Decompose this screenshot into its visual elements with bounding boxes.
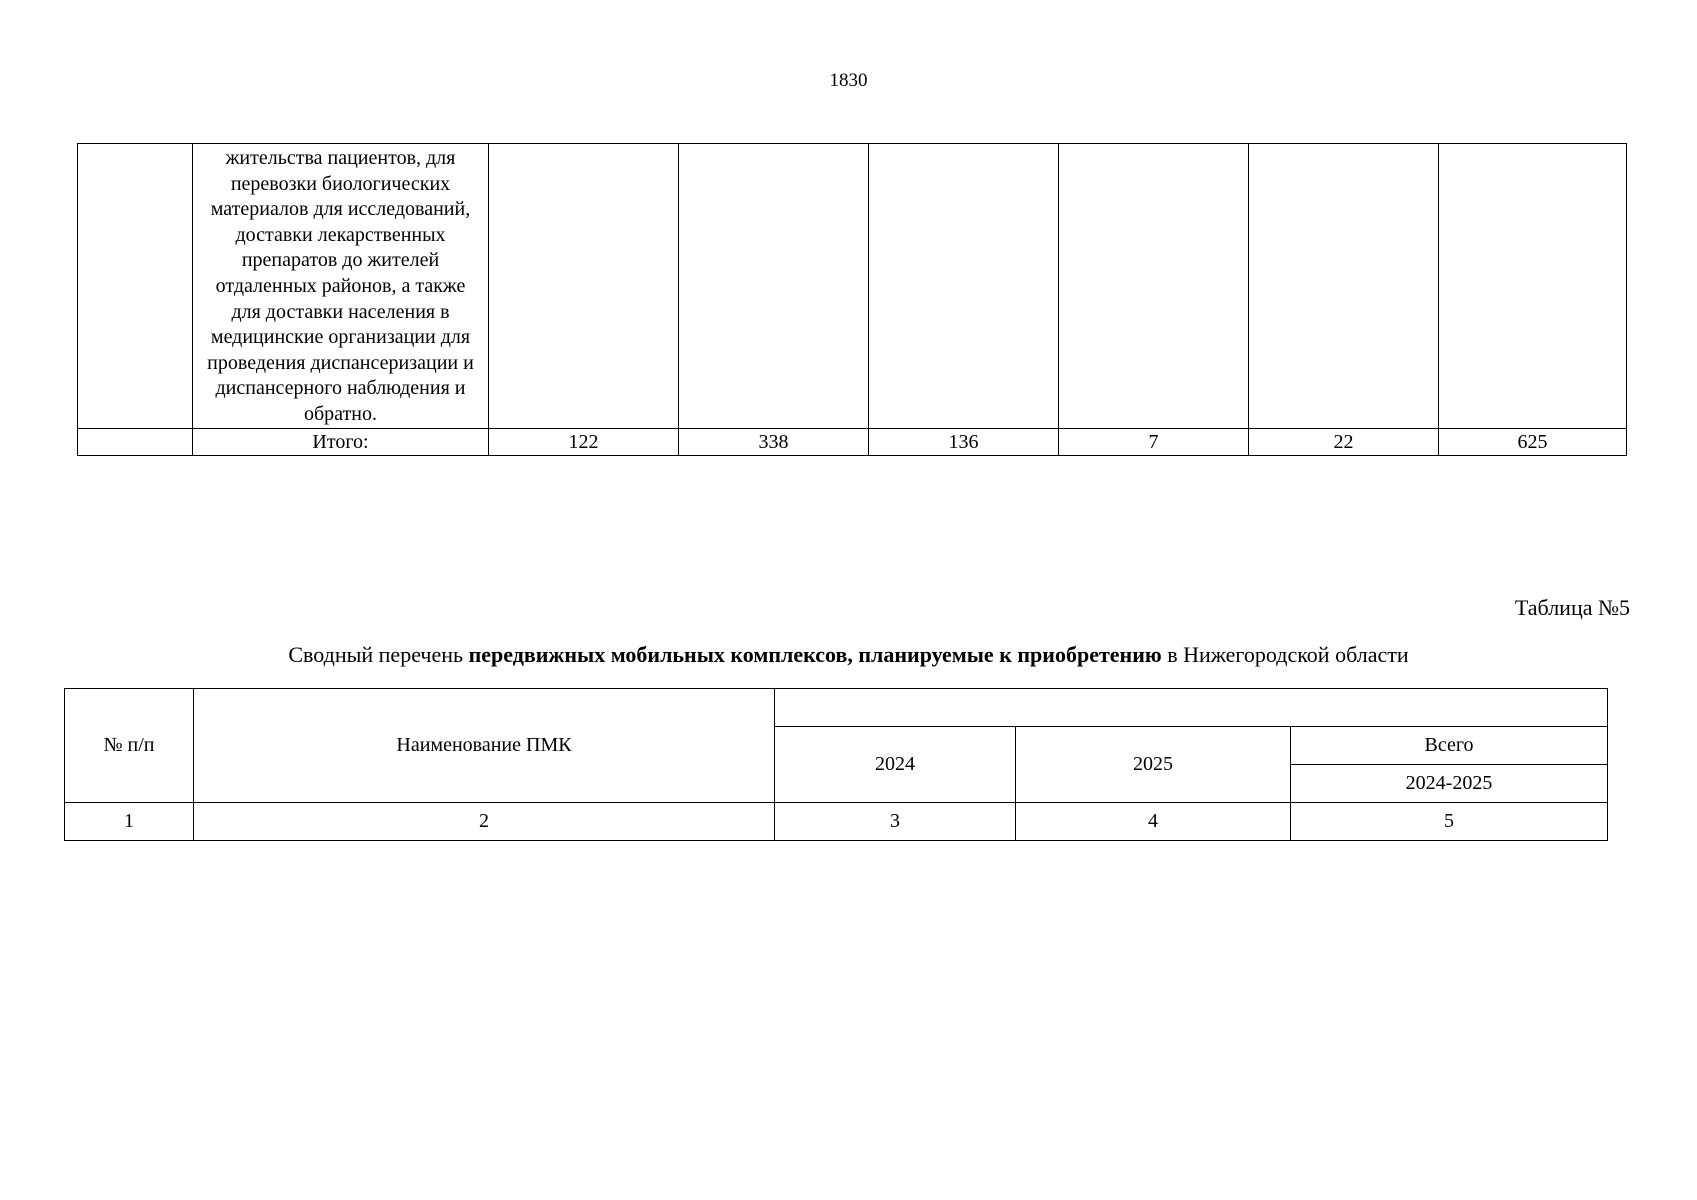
table-cell [679,144,869,429]
total-value: 7 [1059,428,1249,455]
title-prefix: Сводный перечень [288,642,469,667]
column-number: 3 [775,803,1016,841]
table-cell [1059,144,1249,429]
header-year-2024: 2024 [775,727,1016,803]
table-cell [78,428,193,455]
table-cell [869,144,1059,429]
top-table [77,143,1627,456]
table-cell [1439,144,1627,429]
table-title [0,642,1697,668]
column-number: 2 [194,803,775,841]
table-cell [1249,144,1439,429]
header-number: № п/п [65,689,194,803]
bottom-table [64,688,1608,841]
description-cell: жительства пациентов, для перевозки биологических материалов для исследований, доставки лекарственных препаратов до жителей отдаленных районов, а также для доставки населения в медицинские организации для проведения диспансеризации и диспансерного наблюдения и обратно. [193,144,489,429]
table-cell [489,144,679,429]
column-number-row [65,803,1608,841]
total-row [78,428,1627,455]
total-value: 136 [869,428,1059,455]
table-row [78,144,1627,429]
total-label: Итого: [193,428,489,455]
header-year-2025: 2025 [1016,727,1291,803]
page-number: 1830 [829,70,868,91]
header-total-period: 2024-2025 [1291,765,1608,803]
column-number: 5 [1291,803,1608,841]
total-value: 338 [679,428,869,455]
title-suffix: в Нижегородской области [1161,642,1409,667]
header-empty [775,689,1608,727]
header-total: Всего [1291,727,1608,765]
column-number: 1 [65,803,194,841]
header-name: Наименование ПМК [194,689,775,803]
table-row [65,689,1608,727]
table-caption: Таблица №5 [1514,595,1630,620]
total-value: 22 [1249,428,1439,455]
title-bold: передвижных мобильных комплексов, планируемые к приобретению [468,642,1162,667]
total-value: 122 [489,428,679,455]
column-number: 4 [1016,803,1291,841]
table-cell [78,144,193,429]
total-value: 625 [1439,428,1627,455]
